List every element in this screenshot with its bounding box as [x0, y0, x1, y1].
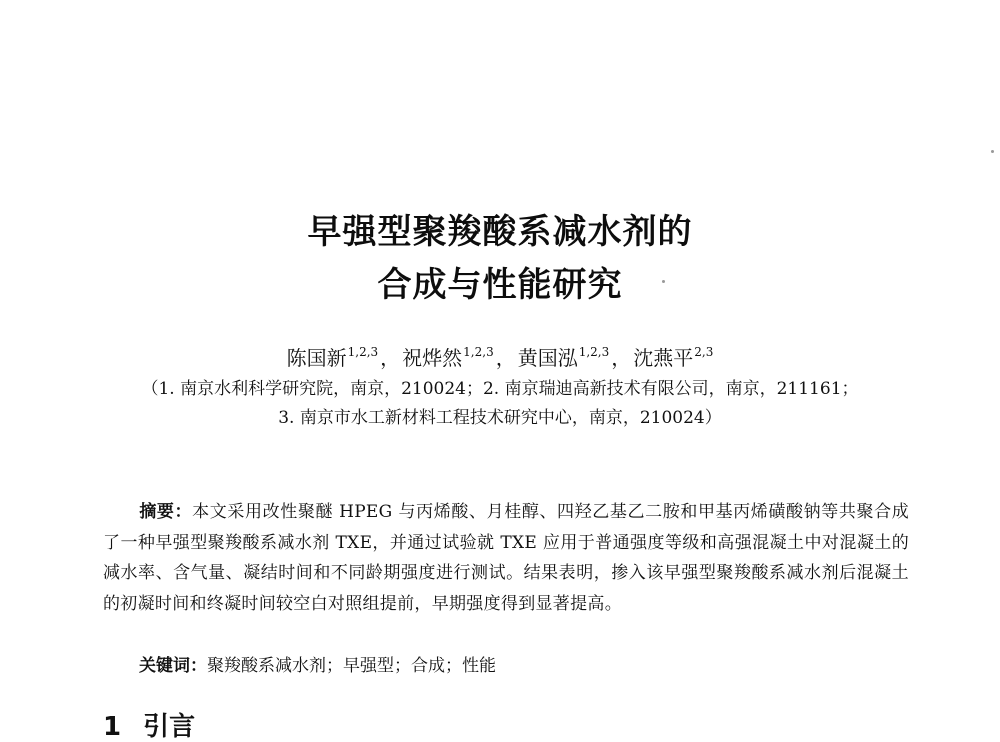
author-name: 陈国新 [286, 346, 347, 370]
author-name: 沈燕平 [633, 346, 694, 370]
affiliation-line-1: （1. 南京水利科学研究院，南京，210024；2. 南京瑞迪高新技术有限公司，南京，211161； [141, 379, 859, 399]
author-affiliation-marker: 1,2,3 [347, 345, 379, 359]
section-title: 引言 [143, 712, 196, 742]
author-affiliation-marker: 2,3 [694, 345, 714, 359]
keywords-text: 聚羧酸系减水剂；早强型；合成；性能 [207, 656, 496, 676]
author-affiliation-marker: 1,2,3 [463, 345, 494, 359]
author-4 [633, 346, 713, 370]
section-number: 1 [103, 712, 122, 742]
abstract-label: 摘要： [139, 502, 193, 522]
title-line-2: 合成与性能研究 [377, 265, 623, 305]
author-name: 黄国泓 [517, 346, 578, 370]
author-separator: ， [611, 346, 632, 370]
affiliation-line-2: 3. 南京市水工新材料工程技术研究中心，南京，210024） [278, 408, 722, 428]
author-1 [287, 346, 379, 370]
author-affiliation-marker: 1,2,3 [578, 345, 610, 359]
keywords-label: 关键词： [139, 656, 207, 676]
author-separator: ， [380, 346, 401, 370]
keywords [139, 652, 496, 680]
scan-speck [662, 280, 665, 283]
section-heading [103, 712, 195, 742]
abstract [103, 497, 909, 619]
scan-speck [991, 150, 994, 153]
title-line-1: 早强型聚羧酸系减水剂的 [307, 212, 693, 252]
author-2 [402, 346, 494, 370]
author-name: 祝烨然 [402, 346, 463, 370]
author-separator: ， [495, 346, 516, 370]
abstract-text: 本文采用改性聚醚 HPEG 与丙烯酸、月桂醇、四羟乙基乙二胺和甲基丙烯磺酸钠等共聚合成了一种早强型聚羧酸系减水剂 TXE，并通过试验就 TXE 应用于普通强度等级和高强混凝土中对混凝土的减水率、含气量、凝结时间和不同龄期强度进行测试。结果表明，掺入该早强型聚羧酸系减水剂后混凝土的初凝时间和终凝时间较空白对照组提前，早期强度得到显著提高。 [103, 502, 909, 614]
author-list [0, 338, 1000, 372]
author-3 [518, 346, 610, 370]
